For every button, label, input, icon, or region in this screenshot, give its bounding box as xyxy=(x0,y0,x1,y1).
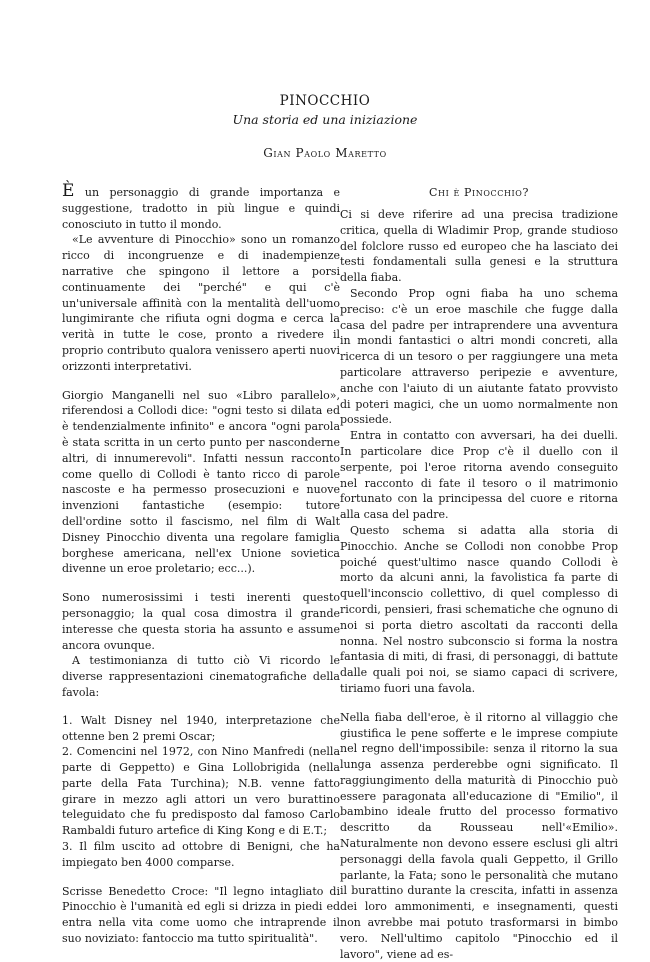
paragraph: Nella fiaba dell'eroe, è il ritorno al villaggio che giustifica le pene sofferte e le imprese compiute nel regno dell'impossibile: senza il ritorno la sua lunga assenza perderebbe ogni significato. Il raggiungimento della maturità di Pinocchio può essere paragonata all'educazione di "Emilio", il bambino ideale frutto del processo formativo descritto da Rousseau nell'«Emilio». Naturalmente non devono essere esclusi gli altri personaggi della favola quali Geppetto, il Grillo parlante, la Fata; sono le personalità che mutano il burattino durante la crescita, infatti in assenza dei loro ammonimenti, e insegnamenti, questi non avrebbe mai potuto trasformarsi in bimbo vero. Nell'ultimo capitolo "Pinocchio ed il lavoro", viene ad es- xyxy=(340,710,618,961)
article-subtitle: Una storia ed una iniziazione xyxy=(232,112,418,127)
film-list xyxy=(62,713,340,871)
right-column xyxy=(340,185,618,962)
list-item: 3. Il film uscito ad ottobre di Benigni, che ha impiegato ben 4000 comparse. xyxy=(62,840,340,869)
paragraph: Ci si deve riferire ad una precisa tradizione critica, quella di Wladimir Prop, grande studioso del folclore russo ed europeo che ha lasciato dei testi fondamentali sulla genesi e la struttura della fiaba. xyxy=(340,208,618,285)
paragraph: A testimonianza di tutto ciò Vi ricordo le diverse rappresentazioni cinematografiche della favola: xyxy=(62,654,340,699)
paragraph: Sono numerosissimi i testi inerenti questo personaggio; la qual cosa dimostra il grande interesse che questa storia ha assunto e assume ancora ovunque. xyxy=(62,591,340,652)
paragraph-intro xyxy=(62,181,340,232)
left-column xyxy=(62,181,340,947)
paragraph-croce-quote: Scrisse Benedetto Croce: "Il legno intagliato di Pinocchio è l'umanità ed egli si drizza in piedi ed entra nella vita come uomo che intraprende il suo noviziato: fantoccio ma tutto spiritualità". xyxy=(62,884,340,946)
article-author: Gian Paolo Maretto xyxy=(263,146,387,160)
paragraph: Secondo Prop ogni fiaba ha uno schema preciso: c'è un eroe maschile che fugge dalla casa del padre per intraprendere una avventura in mondi fantastici o altri mondi concreti, alla ricerca di un tesoro o per raggiungere una meta particolare attraverso peripezie e avventure, anche con l'aiuto di un aiutante fatato provvisto di poteri magici, che un uomo normalmente non possiede. xyxy=(340,286,618,427)
paragraph: «Le avventure di Pinocchio» sono un romanzo ricco di incongruenze e di inadempienze narrative che spingono il lettore a porsi continuamente dei "perché" e qui c'è un'universale affinità con la mentalità dell'uomo lungimirante che rifiuta ogni dogma e cerca la verità in tutte le cose, pronto a rivedere il proprio contributo qualora venissero aperti nuovi orizzonti interpretativi. xyxy=(62,233,340,373)
section-heading: Chi è Pinocchio? xyxy=(429,186,529,199)
paragraph: Questo schema si adatta alla storia di Pinocchio. Anche se Collodi non conobbe Prop poiché quest'ultimo nasce quando Collodi è morto da alcuni anni, la favolistica fa parte di quell'inconscio collettivo, di quel complesso di ricordi, pensieri, frasi schematiche che ognuno di noi si porta dietro ascoltati da racconti della nonna. Nel nostro subconscio si forma la nostra fantasia di miti, di frasi, di personaggi, di battute dalle quali poi noi, se siamo capaci di scrivere, tiriamo fuori una favola. xyxy=(340,523,618,695)
paragraph-intro-text: un personaggio di grande importanza e suggestione, tradotto in più lingue e quindi conosciuto in tutto il mondo. xyxy=(62,186,340,231)
article-header xyxy=(0,93,650,162)
drop-cap: È xyxy=(62,181,75,201)
list-item: 2. Comencini nel 1972, con Nino Manfredi (nella parte di Geppetto) e Gina Lollobrigida (nella parte della Fata Turchina); N.B. venne fatto girare in mezzo agli attori un vero burattino teleguidato che fu predisposto dal famoso Carlo Rambaldi futuro artefice di King Kong e di E.T.; xyxy=(62,745,340,838)
article-title: PINOCCHIO xyxy=(279,93,371,109)
paragraph: Giorgio Manganelli nel suo «Libro parallelo», riferendosi a Collodi dice: "ogni testo si dilata ed è tendenzialmente infinito" e ancora "ogni parola è stata scritta in un certo punto per nasconderne altri, di innumerevoli". Infatti nessun racconto come quello di Collodi è tanto ricco di parole nascoste e ha permesso prosecuzioni e nuove invenzioni fantastiche (esempio: tutore dell'ordine sotto il fascismo, nel film di Walt Disney Pinocchio diventa una regolare famiglia borghese americana, nell'ex Unione sovietica divenne un eroe proletario; ecc...). xyxy=(62,388,340,576)
list-item: 1. Walt Disney nel 1940, interpretazione che ottenne ben 2 premi Oscar; xyxy=(62,713,340,743)
paragraph: Entra in contatto con avversari, ha dei duelli. In particolare dice Prop c'è il duello con il serpente, poi l'eroe ritorna avendo conseguito nel racconto di fate il tesoro o il matrimonio fortunato con la principessa del cuore e ritorna alla casa del padre. xyxy=(340,429,618,522)
